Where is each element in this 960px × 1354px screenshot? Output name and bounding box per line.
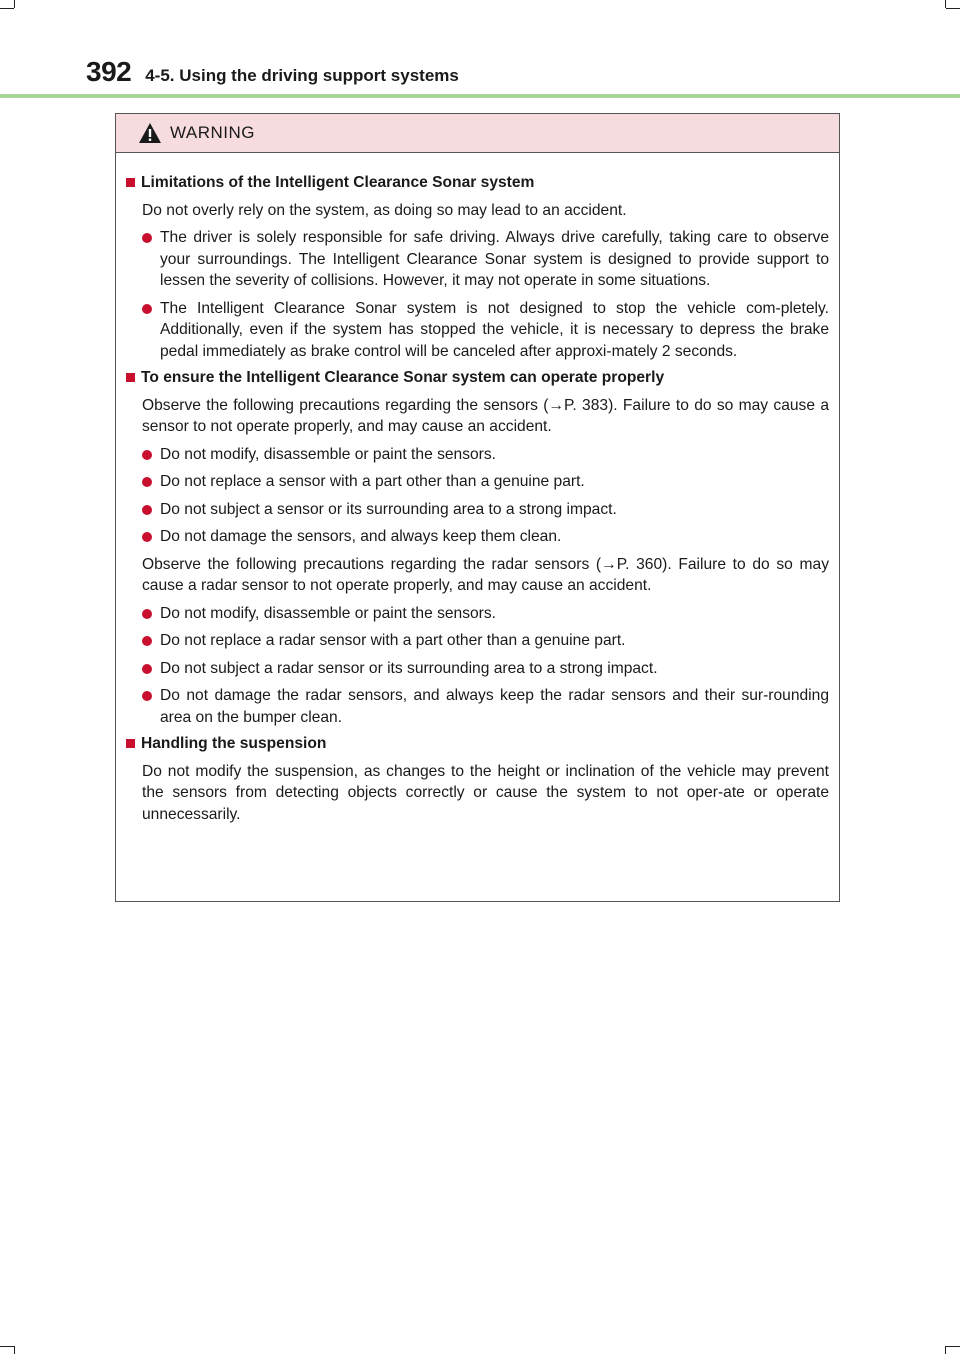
list-item bbox=[142, 471, 829, 493]
list-item bbox=[142, 526, 829, 548]
list-item bbox=[142, 603, 829, 625]
warning-box bbox=[115, 113, 840, 902]
list-item-text: Do not damage the radar sensors, and always keep the radar sensors and their sur-rounding area on the bumper clean. bbox=[160, 687, 829, 726]
warning-label: WARNING bbox=[170, 123, 256, 142]
list-item bbox=[142, 444, 829, 466]
crop-mark bbox=[945, 1346, 946, 1354]
round-bullet-icon bbox=[142, 532, 152, 542]
crop-mark bbox=[0, 8, 14, 9]
paragraph: Observe the following precautions regarding the radar sensors (→P. 360). Failure to do so may cause a radar sensor to not operate properly, and may cause an accident. bbox=[142, 555, 829, 594]
page-header bbox=[86, 56, 459, 88]
list-item-text: Do not replace a radar sensor with a part other than a genuine part. bbox=[160, 632, 626, 649]
paragraph: Do not overly rely on the system, as doing so may lead to an accident. bbox=[142, 201, 627, 219]
round-bullet-icon bbox=[142, 505, 152, 515]
list-item-text: Do not damage the sensors, and always keep them clean. bbox=[160, 528, 562, 545]
list-item bbox=[142, 227, 829, 292]
list-item bbox=[142, 685, 829, 728]
section-heading bbox=[126, 367, 829, 389]
list-item-text: Do not replace a sensor with a part other than a genuine part. bbox=[160, 473, 585, 490]
square-bullet-icon bbox=[126, 178, 135, 187]
round-bullet-icon bbox=[142, 233, 152, 243]
section-heading-text: To ensure the Intelligent Clearance Sonar system can operate properly bbox=[141, 369, 665, 386]
round-bullet-icon bbox=[142, 664, 152, 674]
crop-mark bbox=[945, 0, 946, 8]
list-item bbox=[142, 499, 829, 521]
round-bullet-icon bbox=[142, 477, 152, 487]
warning-header bbox=[116, 114, 839, 153]
header-rule bbox=[0, 94, 960, 98]
list-item-text: Do not subject a sensor or its surrounding area to a strong impact. bbox=[160, 500, 617, 518]
list-item-text: The Intelligent Clearance Sonar system is not designed to stop the vehicle com-pletely. Additionally, even if the system has stopped the vehicle, it is necessary to depress the brake pedal immediately as brake control will be canceled after approxi-mately 2 seconds. bbox=[160, 299, 829, 360]
square-bullet-icon bbox=[126, 739, 135, 748]
section-heading bbox=[126, 172, 829, 194]
crop-mark bbox=[946, 1346, 960, 1347]
section-heading-text: Handling the suspension bbox=[141, 735, 327, 752]
round-bullet-icon bbox=[142, 636, 152, 646]
list-item-text: Do not modify, disassemble or paint the sensors. bbox=[160, 445, 497, 463]
list-item-text: Do not subject a radar sensor or its surrounding area to a strong impact. bbox=[160, 659, 658, 677]
page-number: 392 bbox=[86, 56, 132, 87]
round-bullet-icon bbox=[142, 304, 152, 314]
list-item bbox=[142, 298, 829, 363]
list-item-text: The driver is solely responsible for safe driving. Always drive carefully, taking care to observe your surroundings. The Intelligent Clearance Sonar system is designed to provide support to lessen the severity of collisions. However, it may not operate in some situations. bbox=[160, 229, 829, 289]
square-bullet-icon bbox=[126, 373, 135, 382]
list-item-text: Do not modify, disassemble or paint the sensors. bbox=[160, 604, 497, 622]
list-item bbox=[142, 658, 829, 680]
warning-body bbox=[116, 153, 839, 825]
paragraph: Observe the following precautions regarding the sensors (→P. 383). Failure to do so may cause a sensor to not operate properly, and may cause an accident. bbox=[142, 396, 829, 435]
paragraph: Do not modify the suspension, as changes to the height or inclination of the vehicle may prevent the sensors from detecting objects correctly or cause the system to not oper-ate or operate unnecessarily. bbox=[142, 762, 829, 823]
list-item bbox=[142, 630, 829, 652]
crop-mark bbox=[14, 0, 15, 8]
round-bullet-icon bbox=[142, 691, 152, 701]
crop-mark bbox=[946, 8, 960, 9]
warning-triangle-icon bbox=[138, 122, 162, 144]
crop-mark bbox=[14, 1346, 15, 1354]
section-heading bbox=[126, 733, 829, 755]
section-heading-text: Limitations of the Intelligent Clearance Sonar system bbox=[141, 174, 535, 191]
round-bullet-icon bbox=[142, 450, 152, 460]
section-title: 4-5. Using the driving support systems bbox=[145, 66, 459, 85]
round-bullet-icon bbox=[142, 609, 152, 619]
crop-mark bbox=[0, 1346, 14, 1347]
